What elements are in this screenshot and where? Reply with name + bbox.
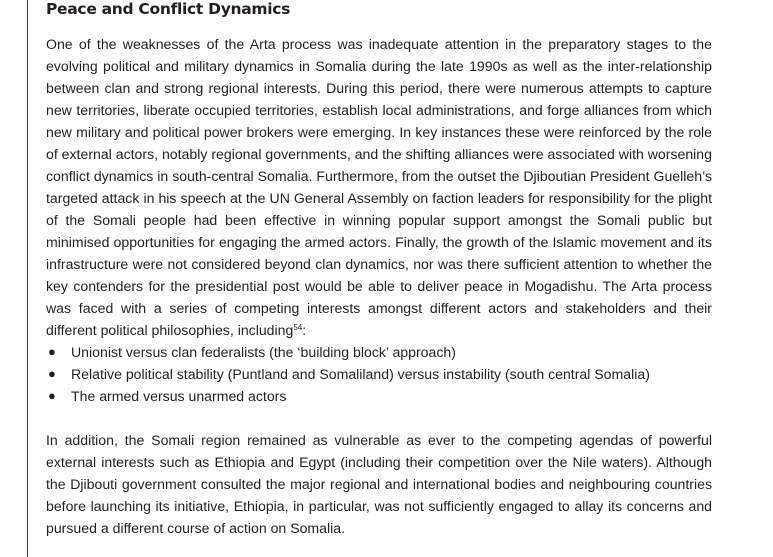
paragraph-suffix: : bbox=[302, 322, 307, 338]
bullet-icon: ● bbox=[48, 388, 56, 403]
list-item bbox=[46, 385, 726, 407]
paragraph-text: One of the weaknesses of the Arta process was inadequate attention in the preparatory stages to the evolving political and military dynamics in Somalia during the late 1990s as well as the inter-relationship between clan and strong regional interests. During this period, there were numerous attempts to capture new territories, liberate occupied territories, establish local administrations, and forge alliances from which new military and political power brokers were emerging. In key instances these were reinforced by the role of external actors, notably regional governments, and the shifting alliances were associated with worsening conflict dynamics in south-central Somalia. Furthermore, from the outset the Djiboutian President Guelleh’s targeted attack in his speech at the UN General Assembly on faction leaders for responsibility for the plight of the Somali people had been effective in winning popular support amongst the Somali public but minimised opportunities for engaging the armed actors. Finally, the growth of the Islamic movement and its infrastructure were not considered beyond clan dynamics, nor was there sufficient attention to whether the key contenders for the presidential post would be able to deliver peace in Mogadishu. The Arta process was faced with a series of competing interests amongst different actors and stakeholders and their different political philosophies, including bbox=[46, 36, 712, 338]
paragraph-external-interests: In addition, the Somali region remained as vulnerable as ever to the competing agendas of powerful external interests such as Ethiopia and Egypt (including their competition over the Nile waters). Although the Djibouti government consulted the major regional and international bodies and neighbouring countries before launching its initiative, Ethiopia, in particular, was not sufficiently engaged to allay its concerns and pursued a different course of action on Somalia. bbox=[46, 432, 712, 536]
paragraph-arta-weaknesses bbox=[46, 33, 712, 341]
list-item-text: Unionist versus clan federalists (the ‘building block’ approach) bbox=[71, 344, 456, 360]
list-item-text: The armed versus unarmed actors bbox=[71, 388, 287, 404]
footnote-reference: 54 bbox=[293, 323, 303, 332]
list-item-text: Relative political stability (Puntland and Somaliland) versus instability (south central Somalia) bbox=[71, 366, 650, 382]
left-margin-rule bbox=[27, 0, 28, 557]
section-heading: Peace and Conflict Dynamics bbox=[46, 0, 291, 18]
list-item bbox=[46, 363, 726, 385]
bullet-icon: ● bbox=[48, 366, 56, 381]
competing-interests-list bbox=[46, 341, 726, 407]
bullet-icon: ● bbox=[48, 344, 56, 359]
list-item bbox=[46, 341, 726, 363]
